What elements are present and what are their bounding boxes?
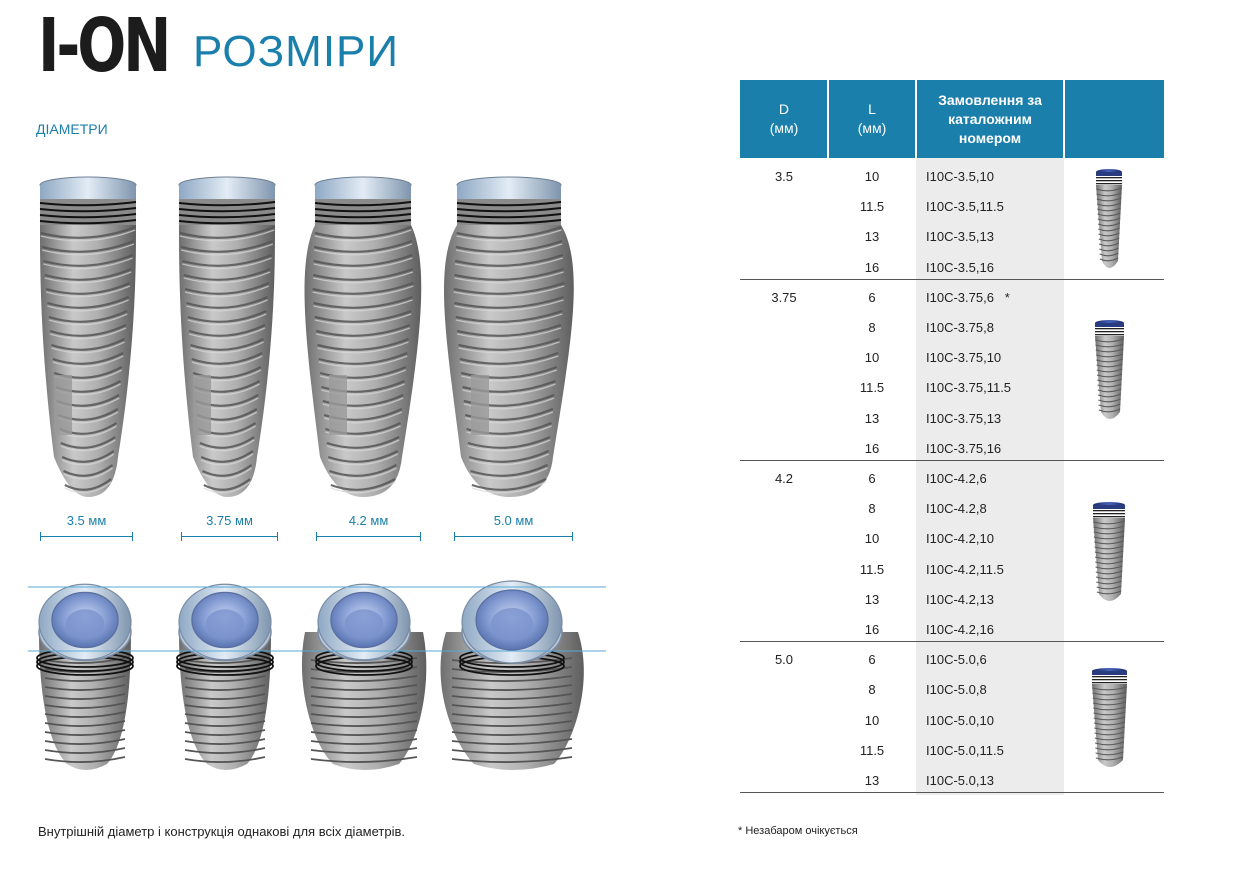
dimension-tick bbox=[316, 532, 317, 541]
footnote-right: * Незабаром очікується bbox=[738, 825, 858, 837]
cell-length: 6 bbox=[868, 471, 876, 486]
header-d: D (мм) bbox=[769, 101, 799, 136]
cell-catalog-number: I10C-3.75,11.5 bbox=[926, 380, 1012, 396]
cell-length: 16 bbox=[864, 440, 880, 456]
brand-logo: I-ON bbox=[38, 3, 169, 89]
cell-length: 10 bbox=[864, 350, 880, 366]
dimension-tick bbox=[40, 532, 41, 541]
cell-catalog-number: I10C-5.0,6 bbox=[926, 652, 987, 668]
cell-diameter: 3.75 bbox=[771, 289, 797, 305]
cell-length: 13 bbox=[864, 773, 880, 788]
implant-thumbnail bbox=[1089, 500, 1129, 613]
group-separator bbox=[740, 641, 1164, 642]
cell-catalog-number: I10C-5.0,8 bbox=[926, 682, 987, 698]
footnote-left: Внутрішній діаметр і конструкція однакові для всіх діаметрів. bbox=[38, 824, 406, 839]
cell-diameter: 3.5 bbox=[774, 169, 794, 184]
implant-top-view bbox=[37, 584, 133, 770]
dimension-tick bbox=[277, 532, 278, 541]
dimension-line bbox=[40, 536, 133, 537]
dimension-tick bbox=[420, 532, 421, 541]
dimension-tick bbox=[454, 532, 455, 541]
cell-length: 11.5 bbox=[859, 742, 885, 758]
cell-catalog-number: I10C-3.75,10 bbox=[926, 350, 1002, 366]
cell-length: 11.5 bbox=[859, 561, 885, 577]
implant-side-view bbox=[444, 177, 574, 497]
diameter-label: 4.2 мм bbox=[348, 513, 389, 528]
cell-catalog-number: I10C-4.2,11.5 bbox=[926, 561, 1004, 577]
cell-catalog-number: I10C-5.0,11.5 bbox=[926, 742, 1004, 758]
cell-length: 16 bbox=[864, 622, 880, 637]
cell-length: 13 bbox=[864, 591, 880, 607]
cell-catalog-number: I10C-3.5,16 bbox=[926, 259, 994, 275]
cell-length: 6 bbox=[868, 652, 876, 668]
diameter-label: 3.5 мм bbox=[66, 513, 107, 528]
cell-catalog-number: I10C-3.5,13 bbox=[926, 229, 994, 245]
cell-catalog-number: I10C-3.75,13 bbox=[926, 410, 1002, 426]
implant-top-view bbox=[177, 584, 273, 770]
implant-side-views bbox=[28, 165, 588, 510]
cell-length: 6 bbox=[868, 289, 876, 305]
cell-length: 8 bbox=[868, 501, 876, 517]
cell-length: 13 bbox=[864, 410, 880, 426]
dimension-line bbox=[181, 536, 278, 537]
cell-catalog-number: I10C-5.0,10 bbox=[926, 712, 994, 728]
cell-catalog-number: I10C-3.75,6 * bbox=[926, 289, 1010, 305]
implant-thumbnail bbox=[1092, 167, 1126, 280]
cell-catalog-number: I10C-3.75,8 bbox=[926, 320, 994, 335]
cell-length: 16 bbox=[864, 259, 880, 275]
page-title: РОЗМІРИ bbox=[193, 27, 400, 76]
cell-length: 11.5 bbox=[859, 380, 885, 396]
implant-side-view bbox=[179, 177, 275, 497]
dimension-tick bbox=[572, 532, 573, 541]
dimension-tick bbox=[181, 532, 182, 541]
cell-catalog-number: I10C-4.2,10 bbox=[926, 531, 994, 547]
cell-catalog-number: I10C-3.5,11.5 bbox=[926, 199, 1004, 215]
cell-length: 10 bbox=[864, 531, 880, 547]
cell-length: 10 bbox=[864, 712, 880, 728]
cell-length: 8 bbox=[868, 320, 876, 335]
dimension-tick bbox=[132, 532, 133, 541]
cell-length: 10 bbox=[864, 169, 880, 184]
group-separator bbox=[740, 460, 1164, 461]
table-row bbox=[740, 433, 1164, 463]
section-label: ДІАМЕТРИ bbox=[36, 121, 108, 137]
implant-top-views bbox=[20, 572, 620, 777]
cell-length: 13 bbox=[864, 229, 880, 245]
cell-catalog-number: I10C-4.2,6 bbox=[926, 471, 987, 486]
table-row bbox=[740, 463, 1164, 493]
implant-thumbnail bbox=[1088, 666, 1131, 779]
dimension-line bbox=[316, 536, 421, 537]
table-row bbox=[740, 282, 1164, 312]
cell-catalog-number: I10C-5.0,13 bbox=[926, 773, 994, 788]
cell-catalog-number: I10C-4.2,8 bbox=[926, 501, 987, 517]
cell-diameter: 5.0 bbox=[774, 652, 794, 668]
cell-diameter: 4.2 bbox=[774, 471, 794, 486]
implant-side-view bbox=[40, 177, 136, 497]
implant-top-view bbox=[302, 584, 426, 770]
cell-catalog-number: I10C-3.75,16 bbox=[926, 440, 1002, 456]
implant-top-view bbox=[441, 581, 584, 770]
diameter-label: 5.0 мм bbox=[493, 513, 534, 528]
header-catalog: Замовлення за каталожним номером bbox=[938, 91, 1042, 146]
cell-catalog-number: I10C-4.2,13 bbox=[926, 591, 994, 607]
dimension-line bbox=[454, 536, 573, 537]
cell-catalog-number: I10C-3.5,10 bbox=[926, 169, 994, 184]
header-l: L (мм) bbox=[857, 101, 887, 136]
cell-length: 8 bbox=[868, 682, 876, 698]
cell-length: 11.5 bbox=[859, 199, 885, 215]
cell-catalog-number: I10C-4.2,16 bbox=[926, 622, 994, 637]
group-separator bbox=[740, 792, 1164, 793]
implant-side-view bbox=[305, 177, 422, 497]
table-header bbox=[740, 80, 1164, 158]
table-row bbox=[740, 614, 1164, 644]
implant-thumbnail bbox=[1091, 318, 1128, 431]
diameter-label: 3.75 мм bbox=[206, 513, 253, 528]
